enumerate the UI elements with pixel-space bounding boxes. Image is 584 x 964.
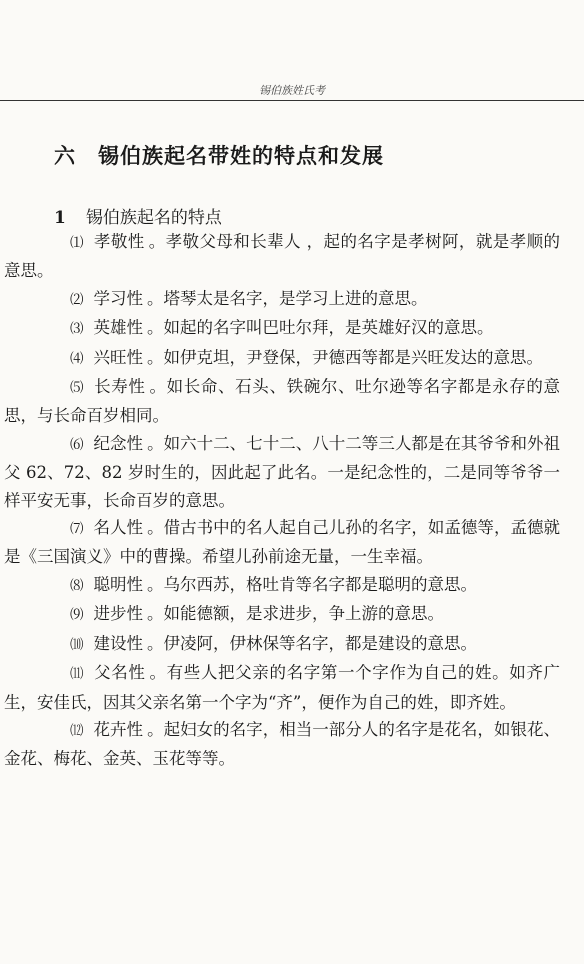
item-label: 长寿性	[93, 377, 146, 397]
item-text: 。如长命、石头、铁碗尔、吐尔逊等名字都是永存的意思，与长命百岁相同。	[4, 377, 561, 426]
list-item	[4, 314, 560, 343]
item-label: 兴旺性	[93, 347, 143, 367]
list-item	[4, 285, 560, 314]
subsection-title: 锡伯族起名的特点	[85, 208, 222, 228]
list-item	[4, 571, 560, 600]
item-text: 。有些人把父亲的名字第一个字作为自己的姓。如齐广生，安佳氏，因其父亲名第一个字为“齐”，便作为自己的姓，即齐姓。	[4, 663, 561, 712]
item-label: 聪明性	[93, 574, 143, 594]
item-label: 名人性	[93, 518, 144, 538]
item-marker: ⑻	[70, 577, 84, 594]
body-text	[4, 228, 560, 773]
list-item	[4, 659, 560, 716]
item-marker: ⑵	[70, 291, 84, 308]
item-label: 英雄性	[93, 318, 143, 338]
item-label: 孝敬性	[93, 232, 145, 251]
item-marker: ⑷	[70, 350, 84, 367]
list-item	[4, 600, 560, 629]
section-heading	[54, 140, 384, 170]
section-title: 锡伯族起名带姓的特点和发展	[98, 143, 384, 168]
item-label: 父名性	[93, 663, 146, 683]
subsection-number: 1	[54, 208, 66, 228]
item-text: 。起妇女的名字，相当一部分人的名字是花名，如银花、金花、梅花、金英、玉花等等。	[4, 719, 561, 769]
item-text: 。塔琴太是名字，是学习上进的意思。	[147, 288, 428, 308]
section-number: 六	[54, 143, 76, 168]
item-label: 花卉性	[93, 719, 144, 739]
item-marker: ⑼	[70, 607, 84, 624]
item-text: 。孝敬父母和长辈人 ，起的名字是孝树阿，就是孝顺的意思。	[4, 232, 561, 281]
header-title: 锡伯族姓氏考	[259, 84, 325, 97]
list-item	[4, 228, 560, 285]
header-rule	[0, 100, 584, 101]
item-label: 学习性	[93, 288, 143, 308]
item-text: 。乌尔西苏，格吐肯等名字都是聪明的意思。	[147, 574, 477, 594]
item-label: 纪念性	[93, 433, 144, 453]
item-marker: ⑸	[70, 380, 84, 397]
subsection-heading	[54, 203, 222, 228]
item-marker: ⑹	[70, 436, 84, 453]
item-text: 。伊凌阿，伊林保等名字，都是建设的意思。	[147, 633, 477, 653]
item-label: 进步性	[93, 604, 143, 624]
list-item	[4, 344, 560, 373]
list-item	[4, 716, 560, 773]
item-marker: ⑿	[70, 722, 84, 739]
item-label: 建设性	[93, 633, 143, 653]
item-marker: ⑽	[70, 636, 84, 653]
item-marker: ⑾	[70, 666, 84, 683]
item-marker: ⑴	[70, 235, 84, 251]
item-text: 。如能德额，是求进步，争上游的意思。	[147, 604, 444, 624]
item-text: 。借古书中的名人起自己儿孙的名字，如孟德等，孟德就是《三国演义》中的曹操。希望儿孙前途无量，一生幸福。	[4, 518, 561, 567]
list-item	[4, 373, 560, 430]
list-item	[4, 630, 560, 659]
list-item	[4, 430, 560, 514]
item-text: 。如六十二、七十二、八十二等三人都是在其爷爷和外祖父 62、72、82 岁时生的，因此起了此名。一是纪念性的，二是同等爷爷一样平安无事，长命百岁的意思。	[4, 433, 561, 510]
item-marker: ⑺	[70, 521, 84, 538]
item-marker: ⑶	[70, 321, 84, 338]
item-text: 。如起的名字叫巴吐尔拜，是英雄好汉的意思。	[147, 318, 494, 338]
list-item	[4, 514, 560, 571]
item-text: 。如伊克坦，尹登保，尹德西等都是兴旺发达的意思。	[147, 347, 543, 367]
